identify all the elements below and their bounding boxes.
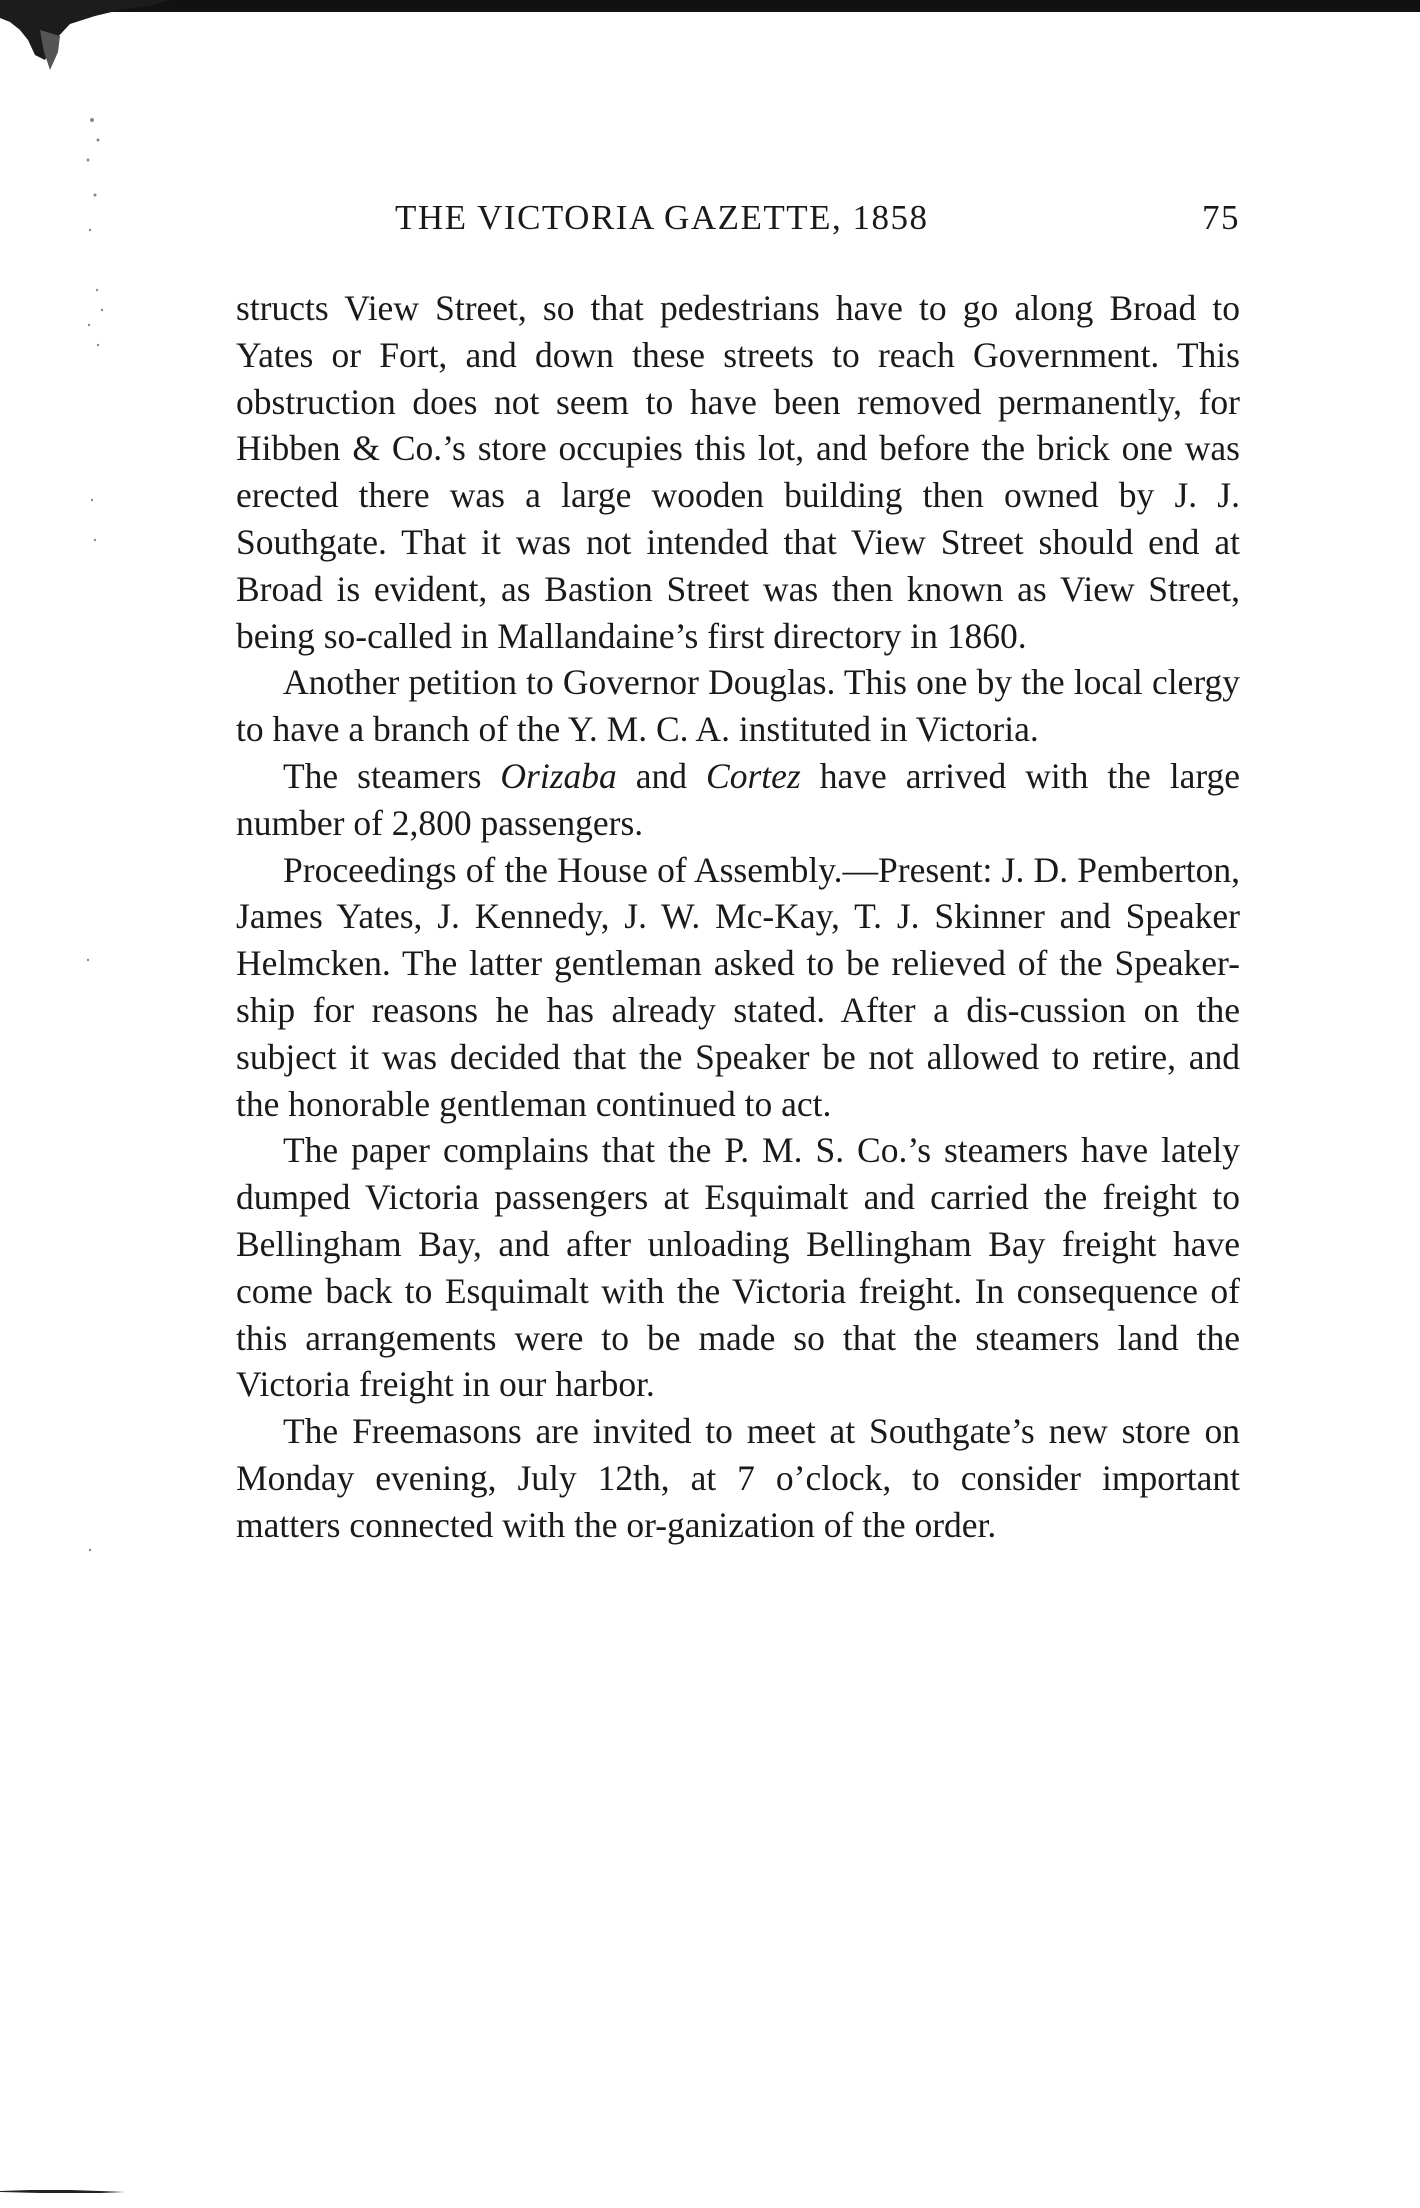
paragraph-text: Proceedings of the House of Assembly.—Present: J. D. Pemberton, James Yates, J. Kennedy, J. W. Mc-Kay, T. J. Skinner and Speaker Helmcken. The latter gentleman asked to be relieved of the Speaker-ship for reasons he has already stated. After a dis-cussion on the subject it was decided that the Speaker be not allowed to retire, and the honorable gentleman continued to act.	[236, 849, 1240, 1124]
paragraph	[236, 285, 1240, 659]
paragraph-text: The paper complains that the P. M. S. Co.’s steamers have lately dumped Victoria passengers at Esquimalt and carried the freight to Bellingham Bay, and after unloading Bellingham Bay freight have come back to Esquimalt with the Victoria freight. In consequence of this arrangements were to be made so that the steamers land the Victoria freight in our harbor.	[236, 1130, 1240, 1405]
scan-corner-artifact	[0, 0, 170, 90]
body-text	[236, 285, 1240, 1549]
italic-text: Orizaba	[500, 755, 617, 796]
page-number: 75	[1202, 198, 1240, 237]
page-header	[395, 198, 1240, 252]
scan-bottom-mark	[0, 2188, 130, 2194]
paragraph	[236, 659, 1240, 753]
paragraph	[236, 753, 1240, 847]
paragraph-text: have arrived with the large number of 2,800 passengers.	[236, 755, 1241, 843]
scan-top-edge	[0, 0, 1420, 12]
running-title: THE VICTORIA GAZETTE, 1858	[395, 198, 929, 237]
paragraph-text: structs View Street, so that pedestrians have to go along Broad to Yates or Fort, and down these streets to reach Government. This obstruction does not seem to have been removed permanently, for Hibben & Co.’s store occupies this lot, and before the brick one was erected there was a large wooden building then owned by J. J. Southgate. That it was not intended that View Street should end at Broad is evident, as Bastion Street was then known as View Street, being so-called in Mallandaine’s first directory in 1860.	[236, 288, 1240, 656]
paragraph-text: The Freemasons are invited to meet at Southgate’s new store on Monday evening, July 12th, at 7 o’clock, to consider important matters connected with the or-ganization of the order.	[236, 1411, 1240, 1545]
scan-margin-specks	[40, 100, 120, 1800]
paragraph-text: and	[616, 755, 707, 796]
paragraph	[236, 1408, 1240, 1548]
paragraph	[236, 1127, 1240, 1408]
paragraph-text: The steamers	[283, 755, 501, 796]
italic-text: Cortez	[706, 755, 801, 796]
paragraph	[236, 847, 1240, 1128]
paragraph-text: Another petition to Governor Douglas. This one by the local clergy to have a branch of the Y. M. C. A. instituted in Victoria.	[236, 662, 1240, 750]
